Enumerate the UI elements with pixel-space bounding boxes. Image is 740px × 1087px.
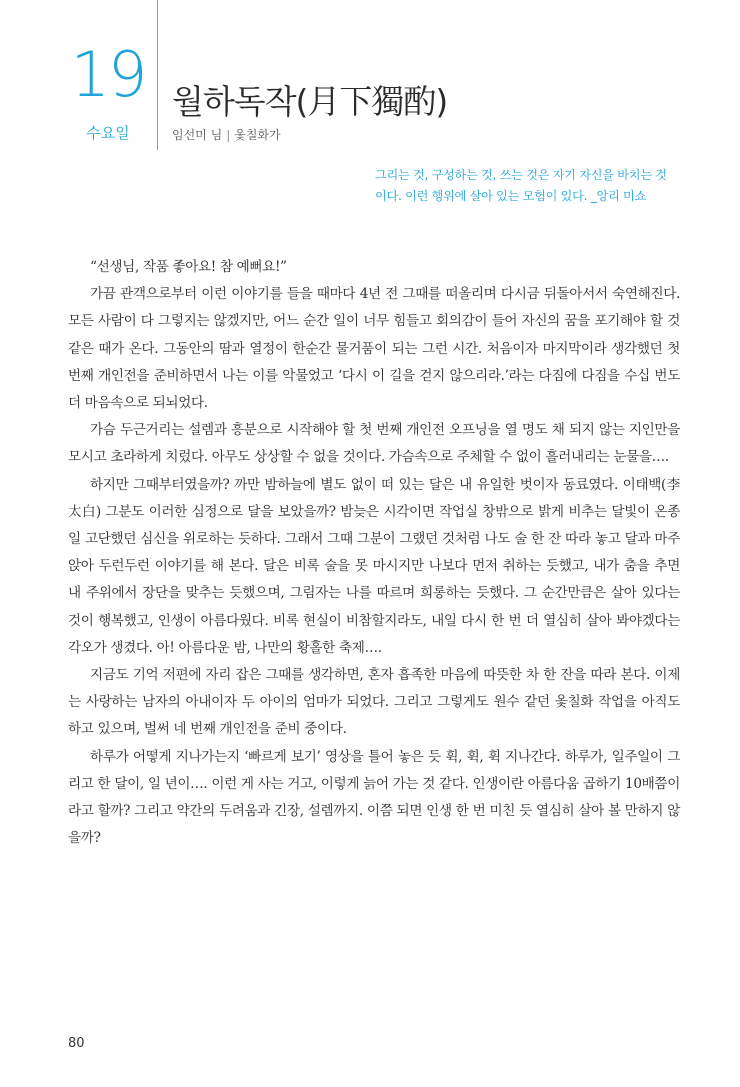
paragraph: 지금도 기억 저편에 자리 잡은 그때를 생각하면, 혼자 흡족한 마음에 따뜻한 차 한 잔을 따라 본다. 이제는 사랑하는 남자의 아내이자 두 아이의 엄마가 되었다. 그리고 그렇게도 원수 같던 옻칠화 작업을 아직도 하고 있으며, 벌써 네 번째 개인전을 준비 중이다.	[68, 667, 680, 738]
day-number: 19	[70, 38, 146, 111]
paragraph: “선생님, 작품 좋아요! 참 예뻐요!”	[90, 259, 287, 275]
paragraph: 하루가 어떻게 지나가는지 ‘빠르게 보기’ 영상을 틀어 놓은 듯 휙, 휙, 휙 지나간다. 하루가, 일주일이 그리고 한 달이, 일 년이…. 이런 게 사는 거고, 이렇게 늙어 가는 것 같다. 인생이란 아름다움 곱하기 10배쯤이라고 할까? 그리고 약간의 두려움과 긴장, 설렘까지. 이쯤 되면 인생 한 번 미친 듯 열심히 살아 볼 만하지 않을까?	[68, 748, 680, 847]
byline-separator: |	[226, 128, 231, 142]
weekday-label: 수요일	[86, 124, 130, 142]
epigraph-quote: 그리는 것, 구성하는 것, 쓰는 것은 자기 자신을 바치는 것이다. 이런 행위에 살아 있는 모험이 있다. _앙리 미쇼	[375, 168, 667, 203]
header-divider	[157, 0, 158, 150]
page-title: 월하독작(月下獨酌)	[172, 82, 448, 121]
paragraph: 가슴 두근거리는 설렘과 흥분으로 시작해야 할 첫 번째 개인전 오프닝을 열 명도 채 되지 않는 지인만을 모시고 초라하게 치렀다. 아무도 상상할 수 없을 것이다. 가슴속으로 주체할 수 없이 흘러내리는 눈물을….	[68, 422, 680, 466]
paragraph: 가끔 관객으로부터 이런 이야기를 들을 때마다 4년 전 그때를 떠올리며 다시금 뒤돌아서서 숙연해진다. 모든 사람이 다 그렇지는 않겠지만, 어느 순간 일이 너무 힘들고 회의감이 들어 자신의 꿈을 포기해야 할 것 같은 때가 온다. 그동안의 땀과 열정이 한순간 물거품이 되는 그런 시간. 처음이자 마지막이라 생각했던 첫 번째 개인전을 준비하면서 나는 이를 악물었고 ‘다시 이 길을 걷지 않으리라.’라는 다짐에 다짐을 수십 번도 더 마음속으로 되뇌었다.	[68, 286, 680, 412]
page-number: 80	[68, 1036, 85, 1051]
byline	[172, 126, 281, 143]
article-body	[68, 254, 680, 852]
author-name: 임선미 님	[172, 128, 223, 142]
paragraph: 하지만 그때부터였을까? 까만 밤하늘에 별도 없이 떠 있는 달은 내 유일한 벗이자 동료였다. 이태백(李太白) 그분도 이러한 심정으로 달을 보았을까? 밤늦은 시각이면 작업실 창밖으로 밝게 비추는 달빛이 온종일 고단했던 심신을 위로하는 듯하다. 그래서 그때 그분이 그랬던 것처럼 나도 술 한 잔 따라 놓고 달과 마주 앉아 두런두런 이야기를 해 본다. 달은 비록 술을 못 마시지만 나보다 먼저 취하는 듯했고, 내가 춤을 추면 내 주위에서 장단을 맞추는 듯했으며, 그림자는 나를 따르며 희롱하는 듯했다. 그 순간만큼은 살아 있다는 것이 행복했고, 인생이 아름다웠다. 비록 현실이 비참할지라도, 내일 다시 한 번 더 열심히 살아 봐야겠다는 각오가 생겼다. 아! 아름다운 밤, 나만의 황홀한 축제….	[68, 476, 680, 656]
author-occupation: 옻칠화가	[234, 128, 281, 142]
